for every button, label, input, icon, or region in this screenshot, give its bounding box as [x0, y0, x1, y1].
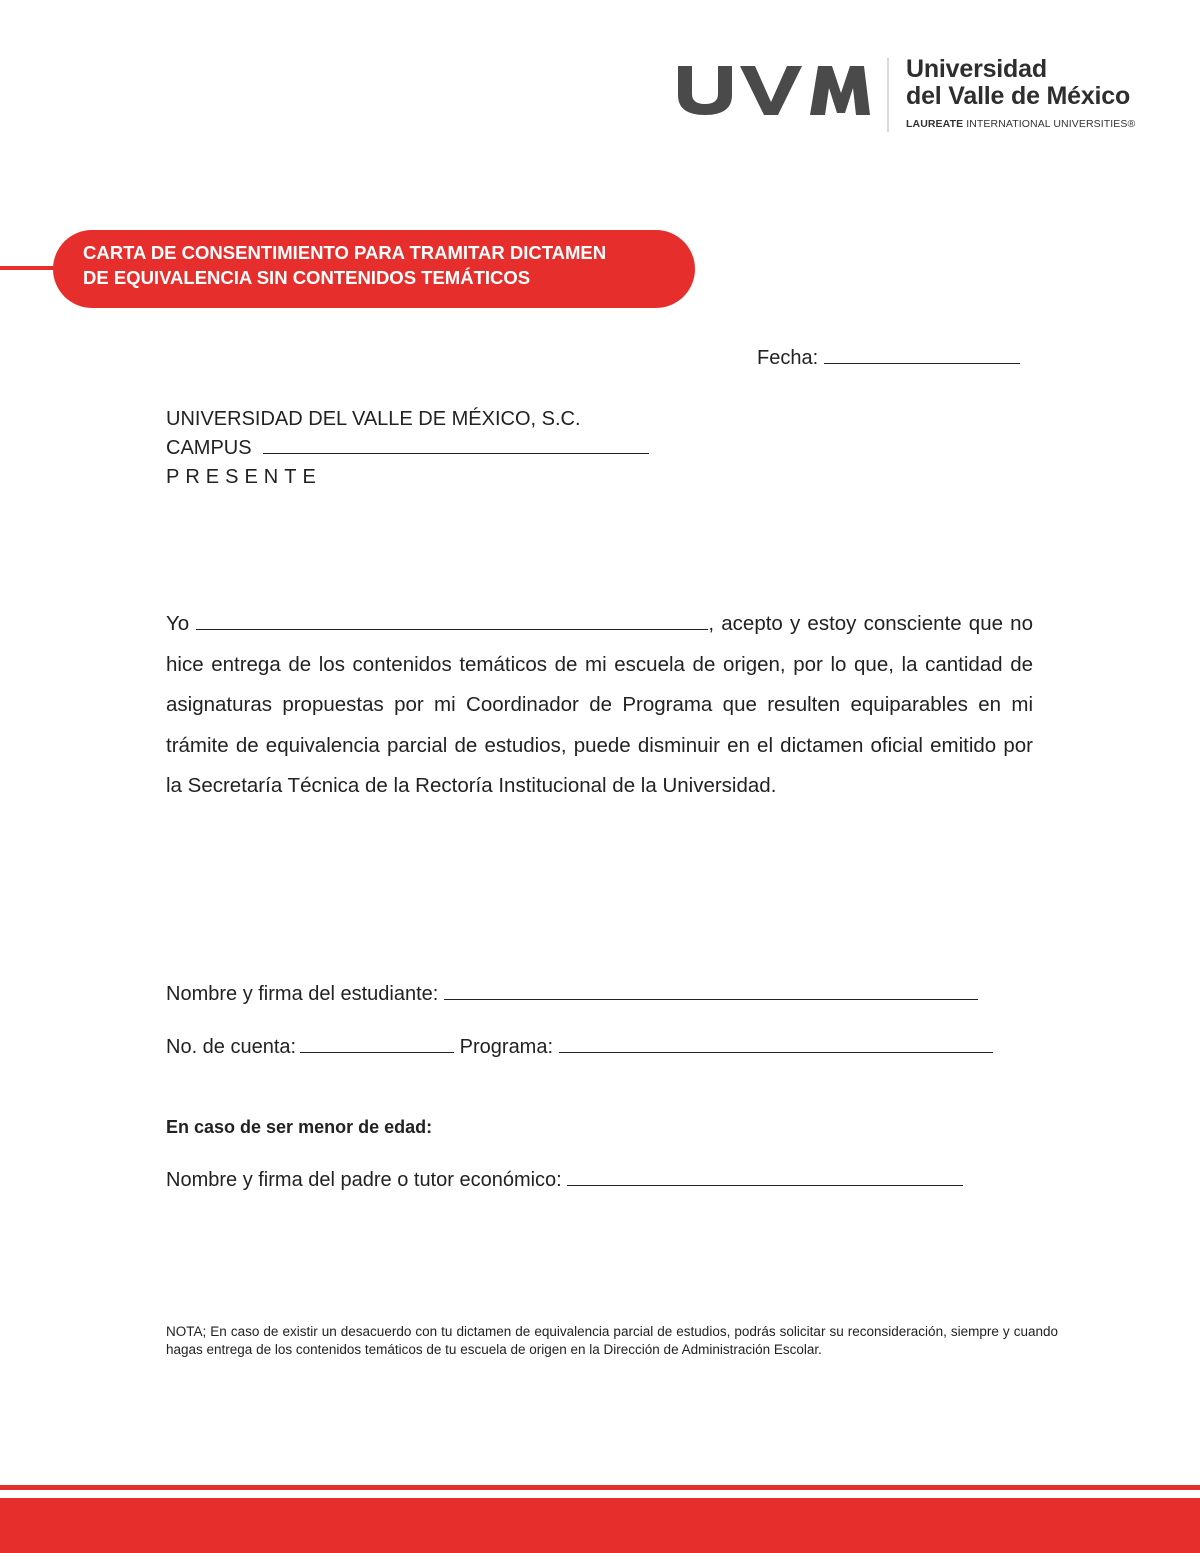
laureate-rest: INTERNATIONAL UNIVERSITIES® [966, 118, 1136, 130]
title-line2: DE EQUIVALENCIA SIN CONTENIDOS TEMÁTICOS [83, 267, 531, 288]
date-blank[interactable] [824, 363, 1020, 364]
account-blank[interactable] [300, 1052, 454, 1053]
footer-thick-bar [0, 1498, 1200, 1553]
recipient-address [166, 405, 649, 492]
student-name-blank[interactable] [196, 629, 708, 630]
university-name-line1: Universidad [906, 55, 1047, 83]
university-name-line2: del Valle de México [906, 82, 1131, 110]
student-signature-field [166, 983, 978, 1006]
consent-paragraph [166, 604, 1033, 807]
campus-blank[interactable] [263, 453, 649, 454]
student-signature-label: Nombre y firma del estudiante: [166, 983, 439, 1005]
title-banner [53, 230, 695, 308]
document-title [83, 240, 606, 290]
logo-divider [887, 58, 889, 132]
guardian-signature-label: Nombre y firma del padre o tutor económico: [166, 1169, 562, 1191]
title-line1: CARTA DE CONSENTIMIENTO PARA TRAMITAR DICTAMEN [83, 242, 607, 263]
presente-label: PRESENTE [166, 466, 322, 488]
university-name-block [906, 56, 1135, 130]
footer-thin-bar [0, 1485, 1200, 1490]
campus-field [166, 434, 649, 463]
laureate-tagline [906, 118, 1135, 130]
student-signature-blank[interactable] [444, 999, 978, 1000]
uvm-logo-mark [674, 60, 870, 118]
guardian-signature-field [166, 1169, 963, 1192]
program-blank[interactable] [559, 1052, 993, 1053]
guardian-signature-blank[interactable] [567, 1185, 963, 1186]
footnote: NOTA; En caso de existir un desacuerdo con tu dictamen de equivalencia parcial de estudios, podrás solicitar su reconsideración, siempre y cuando hagas entrega de los contenidos temáticos de tu escuela de origen en la Dirección de Administración Escolar. [166, 1324, 1058, 1357]
date-field [757, 347, 1020, 370]
date-label: Fecha: [757, 347, 819, 369]
laureate-bold: LAUREATE [906, 118, 964, 130]
program-label: Programa: [459, 1036, 554, 1058]
account-label: No. de cuenta: [166, 1036, 297, 1058]
campus-label: CAMPUS [166, 437, 252, 459]
recipient-name: UNIVERSIDAD DEL VALLE DE MÉXICO, S.C. [166, 408, 581, 430]
consent-text: , acepto y estoy consciente que no hice entrega de los contenidos temáticos de mi escuela de origen, por lo que, la cantidad de asignaturas propuestas por mi Coordinador de Programa que resulten equiparables en mi trámite de equivalencia parcial de estudios, puede disminuir en el dictamen oficial emitido por la Secretaría Técnica de la Rectoría Institucional de la Universidad. [166, 612, 1033, 798]
account-program-fields [166, 1036, 993, 1059]
minor-heading: En caso de ser menor de edad: [166, 1117, 433, 1137]
yo-label: Yo [166, 612, 190, 635]
